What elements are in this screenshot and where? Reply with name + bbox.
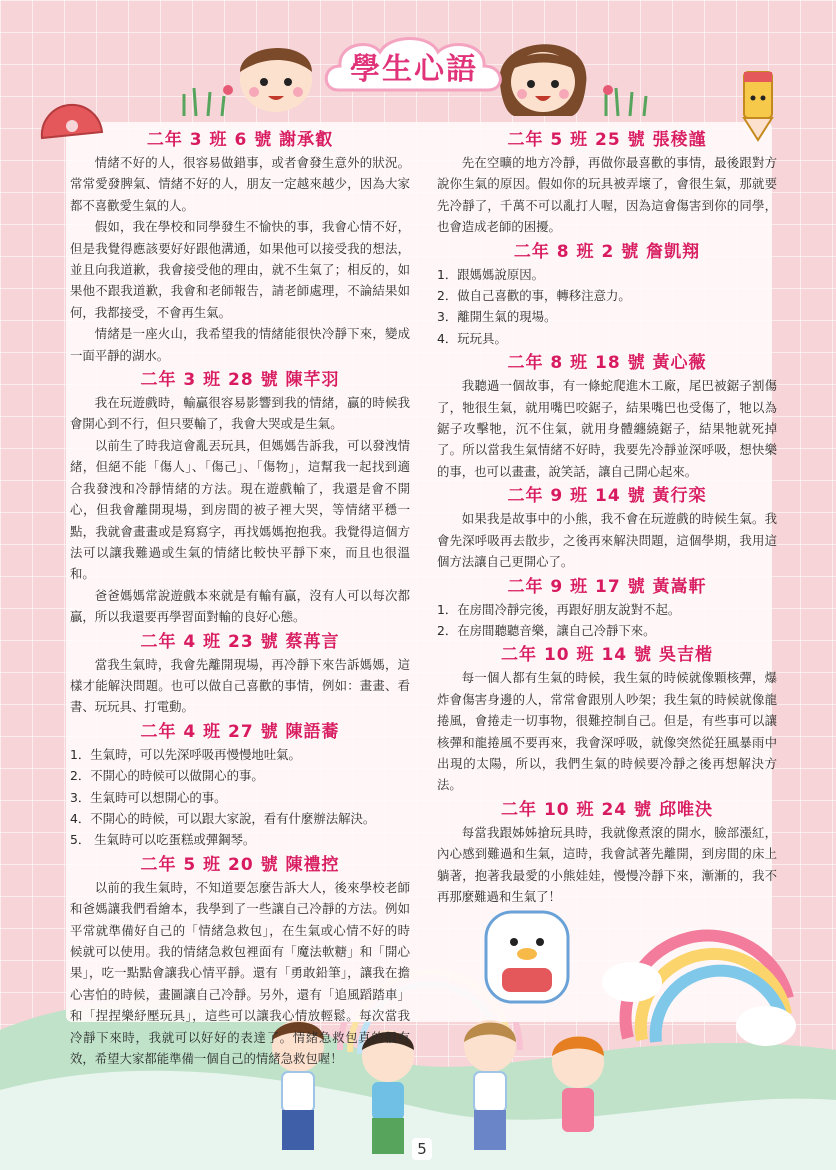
student-entry	[70, 630, 410, 718]
entry-paragraph: 情緒不好的人，很容易做錯事，或者會發生意外的狀況。常常愛發脾氣、情緒不好的人，朋友一定越來越少，因為大家都不喜歡愛生氣的人。	[70, 155, 410, 213]
entry-paragraph: 爸爸媽媽常說遊戲本來就是有輸有贏，沒有人可以每次都贏，所以我還要再學習面對輸的良好心態。	[70, 587, 410, 625]
student-heading: 二年 4 班 27 號 陳語蕎	[140, 721, 340, 742]
student-heading: 二年 8 班 18 號 黃心薇	[507, 353, 707, 374]
entry-list	[437, 264, 777, 350]
right-column	[437, 128, 777, 909]
entry-paragraph: 先在空曠的地方冷靜，再做你最喜歡的事情，最後跟對方說你生氣的原因。假如你的玩具被弄壞了，會很生氣，那就要先冷靜了，千萬不可以亂打人喔，因為這會傷害到你的同學，也會造成老師的困擾。	[437, 155, 777, 235]
student-entry	[437, 798, 777, 908]
list-item: 1．在房間冷靜完後，再跟好朋友說對不起。	[437, 601, 681, 617]
student-entry	[70, 128, 410, 366]
student-heading: 二年 10 班 14 號 吳吉楷	[501, 645, 713, 666]
student-entry	[437, 128, 777, 238]
list-item: 2．在房間聽聽音樂，讓自己冷靜下來。	[437, 622, 656, 638]
student-entry	[70, 853, 410, 1070]
student-heading: 二年 4 班 23 號 蔡苒言	[140, 631, 340, 652]
student-entry	[437, 484, 777, 572]
entry-paragraph: 每當我跟姊姊搶玩具時，我就像煮滾的開水，臉部漲紅，內心感到難過和生氣，這時，我會試著先離開，到房間的床上躺著，抱著我最愛的小熊娃娃，慢慢冷靜下來，漸漸的，我不再那麼難過和生氣了！	[437, 824, 777, 904]
student-heading: 二年 5 班 20 號 陳禮控	[140, 854, 340, 875]
entry-list	[70, 744, 410, 851]
list-item: 4．不開心的時候，可以跟大家說，看有什麼辦法解決。	[70, 810, 376, 826]
page-number: 5	[412, 1138, 432, 1160]
student-entry	[437, 643, 777, 795]
student-entry	[437, 240, 777, 350]
left-column	[70, 128, 410, 1071]
student-heading: 二年 8 班 2 號 詹凱翔	[513, 241, 701, 262]
student-heading: 二年 10 班 24 號 邱唯決	[501, 799, 713, 820]
student-heading: 二年 9 班 17 號 黃嵩軒	[507, 576, 707, 597]
list-item: 3．離開生氣的現場。	[437, 309, 557, 325]
list-item: 1．生氣時，可以先深呼吸再慢慢地吐氣。	[70, 746, 301, 762]
entry-paragraph: 假如，我在學校和同學發生不愉快的事，我會心情不好，但是我覺得應該要好好跟他溝通，如果他可以接受我的想法，並且向我道歉，我會接受他的理由，就不生氣了；相反的，如果他不跟我道歉，我會和老師報告，請老師處理，不論結果如何，我都接受，不會再生氣。	[70, 219, 410, 320]
student-heading: 二年 5 班 25 號 張稜謹	[507, 130, 707, 150]
entry-paragraph: 每一個人都有生氣的時候，我生氣的時候就像顆核彈，爆炸會傷害身邊的人，常常會跟別人吵架；我生氣的時候就像龍捲風，會捲走一切事物，很難控制自己。但是，有些事可以讓核彈和龍捲風不要再來，我會深呼吸，就像突然從狂風暴雨中出現的太陽，所以，我們生氣的時候要冷靜之後再想解決方法。	[437, 670, 777, 793]
student-entry	[437, 351, 777, 482]
student-heading: 二年 3 班 6 號 謝承叡	[146, 130, 334, 150]
entry-paragraph: 以前的我生氣時，不知道要怎麼告訴大人，後來學校老師和爸媽讓我們看繪本，我學到了一些讓自己冷靜的方法。例如平常就準備好自己的「情緒急救包」，在生氣或心情不好的時候就可以使用。我的情緒急救包裡面有「魔法軟糖」和「開心果」，吃一點點會讓我心情平靜。還有「勇敢鉛筆」，讓我在擔心害怕的時候，畫圖讓自己冷靜。另外，還有「追風蹈踏車」和「捏捏樂紓壓玩具」，這些可以讓我心情放輕鬆。每次當我冷靜下來時，我就可以好好的表達了。情緒急救包真的很有效，希望大家都能準備一個自己的情緒急救包喔！	[70, 879, 410, 1067]
entry-paragraph: 情緒是一座火山，我希望我的情緒能很快冷靜下來，變成一面平靜的湖水。	[70, 326, 410, 363]
entry-paragraph: 我在玩遊戲時，輸贏很容易影響到我的情緒，贏的時候我會開心到不行，但只要輸了，我會大哭或是生氣。	[70, 395, 410, 432]
entry-paragraph: 我聽過一個故事，有一條蛇爬進木工廠，尾巴被鋸子割傷了，牠很生氣，就用嘴巴咬鋸子，結果嘴巴也受傷了，牠以為鋸子攻擊牠，沉不住氣，就用身體纏繞鋸子，結果牠就死掉了。所以當我生氣情緒不好時，我要先冷靜並深呼吸，想快樂的事，也可以畫畫，說笑話，讓自己開心起來。	[437, 378, 777, 479]
entry-paragraph: 如果我是故事中的小熊，我不會在玩遊戲的時候生氣。我會先深呼吸再去散步，之後再來解決問題，這個學期，我用這個方法讓自己更開心了。	[437, 511, 777, 570]
list-item: 1．跟媽媽說原因。	[437, 266, 545, 282]
entry-list	[437, 599, 777, 642]
list-item: 2．不開心的時候可以做開心的事。	[70, 768, 264, 784]
list-item: 3．生氣時可以想開心的事。	[70, 789, 227, 805]
list-item: 4．玩玩具。	[437, 330, 507, 346]
entry-paragraph: 當我生氣時，我會先離開現場，再冷靜下來告訴媽媽，這樣才能解決問題。也可以做自己喜歡的事情，例如：畫畫、看書、玩玩具、打電動。	[70, 656, 410, 715]
plant-sprout-icon	[600, 78, 656, 118]
student-heading: 二年 9 班 14 號 黃行栾	[507, 486, 707, 507]
student-entry	[70, 368, 410, 627]
plant-sprout-icon	[178, 78, 234, 118]
rainbow-cloud-icon	[598, 918, 798, 1046]
backpack-icon	[474, 898, 580, 1008]
student-entry	[437, 575, 777, 642]
list-item: 5． 生氣時可以吃蛋糕或彈鋼琴。	[70, 832, 256, 848]
student-entry	[70, 720, 410, 851]
boy-character-icon	[226, 28, 326, 118]
student-heading: 二年 3 班 28 號 陳芊羽	[140, 370, 340, 391]
entry-paragraph: 以前生了時我這會亂丟玩具，但媽媽告訴我，可以發洩情緒，但絕不能「傷人」、「傷己」、「傷物」，這幫我一起找到適合我發洩和冷靜情緒的方法。現在遊戲輸了，我還是會不開心，但我會離開現場，到房間的被子裡大哭，等情緒平穩一點，我就會畫畫或是寫寫字，再找媽媽抱抱我。我覺得這個方法可以讓我難過或生氣的情緒比較快平靜下來，而且也很溫和。	[70, 437, 410, 582]
page-title: 學生心語	[350, 52, 478, 87]
list-item: 2．做自己喜歡的事，轉移注意力。	[437, 288, 631, 304]
